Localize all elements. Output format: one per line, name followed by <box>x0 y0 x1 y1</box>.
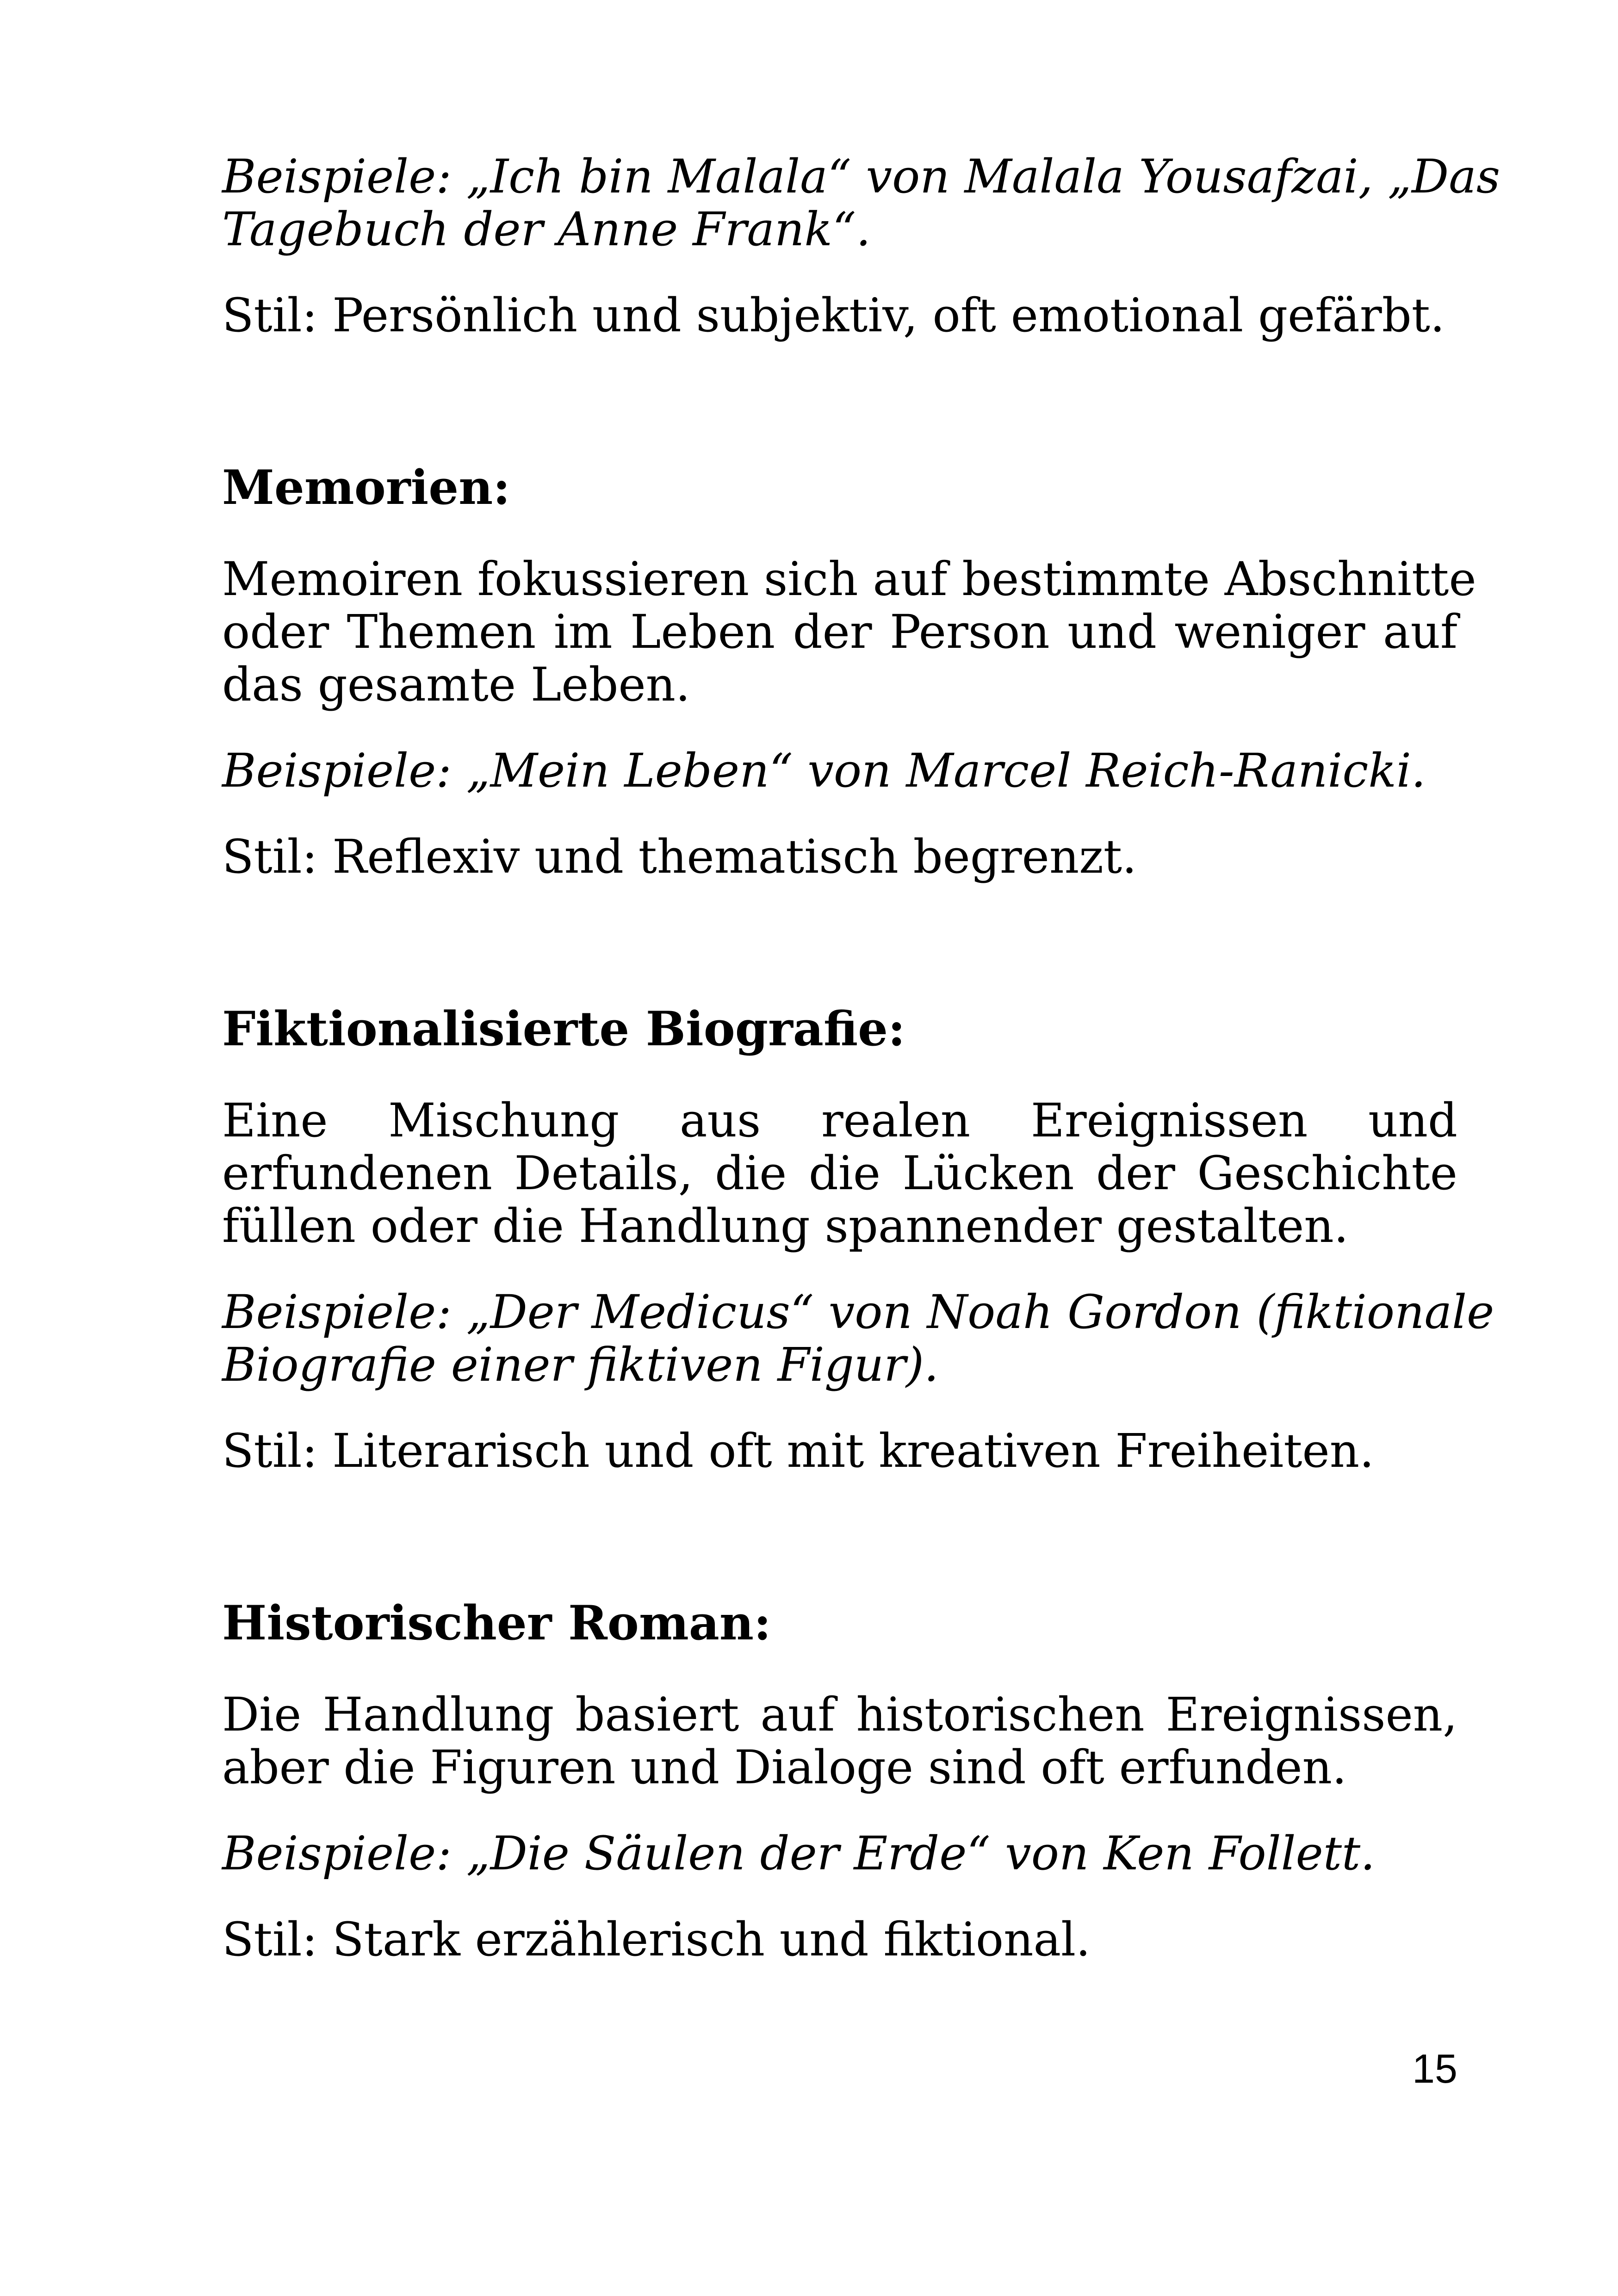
text-line: Beispiele: „Der Medicus“ von Noah Gordon (fiktionale <box>222 1285 1494 1339</box>
body-paragraph <box>222 1688 1457 1794</box>
body-paragraph <box>222 1094 1457 1253</box>
text-line: Memoiren fokussieren sich auf bestimmte Abschnitte <box>222 552 1476 606</box>
text-line: aber die Figuren und Dialoge sind oft erfunden. <box>222 1740 1347 1794</box>
text-line: das gesamte Leben. <box>222 658 690 712</box>
section-heading: Historischer Roman: <box>222 1595 771 1651</box>
page-number: 15 <box>1412 2046 1457 2091</box>
example-paragraph <box>222 745 1457 797</box>
text-line: Eine Mischung aus realen Ereignissen und <box>222 1093 1457 1148</box>
example-paragraph <box>222 1285 1494 1392</box>
text-line: Stil: Stark erzählerisch und fiktional. <box>222 1912 1091 1967</box>
text-line: füllen oder die Handlung spannender gestalten. <box>222 1199 1349 1253</box>
text-line: Biografie einer fiktiven Figur). <box>222 1338 939 1392</box>
style-paragraph <box>222 831 1457 883</box>
text-line: erfundenen Details, die die Lücken der Geschichte <box>222 1146 1457 1200</box>
text-line: Stil: Literarisch und oft mit kreativen Freiheiten. <box>222 1424 1374 1478</box>
page-content <box>222 149 1500 1999</box>
body-paragraph <box>222 552 1476 712</box>
text-line: Beispiele: „Mein Leben“ von Marcel Reich-Ranicki. <box>222 744 1426 798</box>
section-heading: Fiktionalisierte Biografie: <box>222 1001 905 1057</box>
style-paragraph <box>222 1425 1457 1477</box>
text-line: Stil: Persönlich und subjektiv, oft emotional gefärbt. <box>222 288 1445 342</box>
style-paragraph <box>222 1913 1457 1966</box>
section-heading: Memorien: <box>222 460 510 515</box>
text-line: Stil: Reflexiv und thematisch begrenzt. <box>222 830 1137 884</box>
text-line: Beispiele: „Ich bin Malala“ von Malala Yousafzai, „Das <box>222 149 1500 204</box>
text-line: oder Themen im Leben der Person und weniger auf <box>222 605 1457 659</box>
text-line: Beispiele: „Die Säulen der Erde“ von Ken Follett. <box>222 1826 1375 1880</box>
example-paragraph <box>222 149 1500 256</box>
text-line: Die Handlung basiert auf historischen Ereignissen, <box>222 1688 1457 1742</box>
style-paragraph <box>222 289 1457 342</box>
example-paragraph <box>222 1827 1457 1880</box>
text-line: Tagebuch der Anne Frank“. <box>222 202 871 256</box>
